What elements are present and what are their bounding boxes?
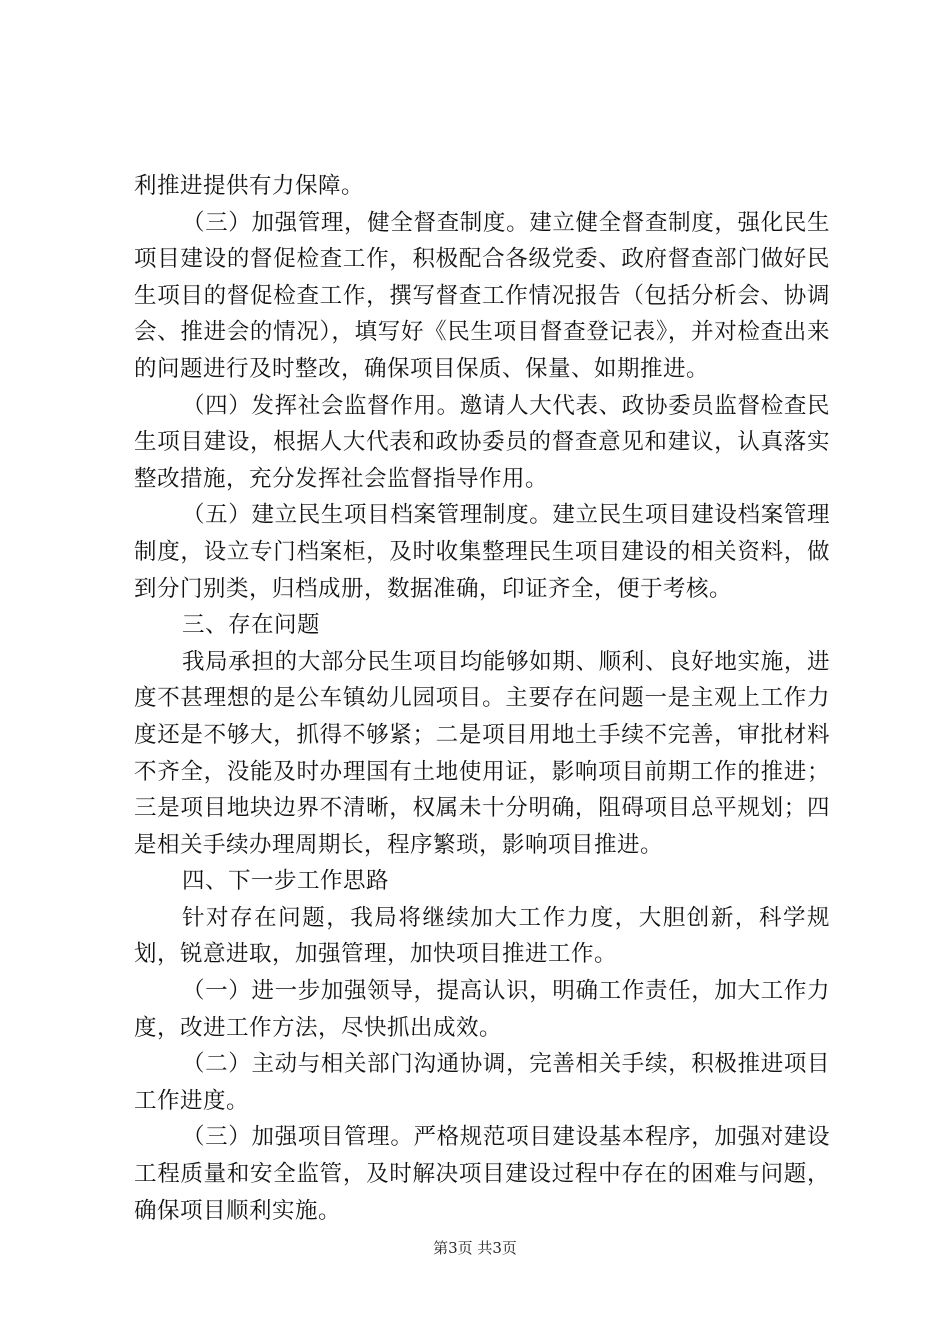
paragraph: （二）主动与相关部门沟通协调，完善相关手续，积极推进项目工作进度。 bbox=[134, 1051, 830, 1114]
page-number-footer: 第3页 共3页 bbox=[433, 1239, 517, 1257]
document-body bbox=[134, 168, 830, 1229]
paragraph: （一）进一步加强领导，提高认识，明确工作责任，加大工作力度，改进工作方法，尽快抓出成效。 bbox=[134, 978, 830, 1041]
section-heading: 四、下一步工作思路 bbox=[182, 868, 390, 895]
paragraph: 我局承担的大部分民生项目均能够如期、顺利、良好地实施，进度不甚理想的是公车镇幼儿园项目。主要存在问题一是主观上工作力度还是不够大，抓得不够紧；二是项目用地土手续不完善，审批材料不齐全，没能及时办理国有土地使用证，影响项目前期工作的推进；三是项目地块边界不清晰，权属未十分明确，阻碍项目总平规划；四是相关手续办理周期长，程序繁琐，影响项目推进。 bbox=[134, 648, 830, 858]
paragraph: （三）加强项目管理。严格规范项目建设基本程序，加强对建设工程质量和安全监管，及时解决项目建设过程中存在的困难与问题，确保项目顺利实施。 bbox=[134, 1124, 830, 1224]
paragraph: （三）加强管理，健全督查制度。建立健全督查制度，强化民生项目建设的督促检查工作，积极配合各级党委、政府督查部门做好民生项目的督促检查工作，撰写督查工作情况报告（包括分析会、协调会、推进会的情况），填写好《民生项目督查登记表》，并对检查出来的问题进行及时整改，确保项目保质、保量、如期推进。 bbox=[134, 209, 830, 382]
paragraph: （四）发挥社会监督作用。邀请人大代表、政协委员监督检查民生项目建设，根据人大代表和政协委员的督查意见和建议，认真落实整改措施，充分发挥社会监督指导作用。 bbox=[134, 392, 830, 492]
paragraph: （五）建立民生项目档案管理制度。建立民生项目建设档案管理制度，设立专门档案柜，及时收集整理民生项目建设的相关资料，做到分门别类，归档成册，数据准确，印证齐全，便于考核。 bbox=[134, 502, 830, 602]
section-heading: 三、存在问题 bbox=[182, 612, 321, 639]
paragraph: 针对存在问题，我局将继续加大工作力度，大胆创新，科学规划，锐意进取，加强管理，加快项目推进工作。 bbox=[134, 904, 830, 968]
paragraph: 利推进提供有力保障。 bbox=[134, 173, 365, 199]
